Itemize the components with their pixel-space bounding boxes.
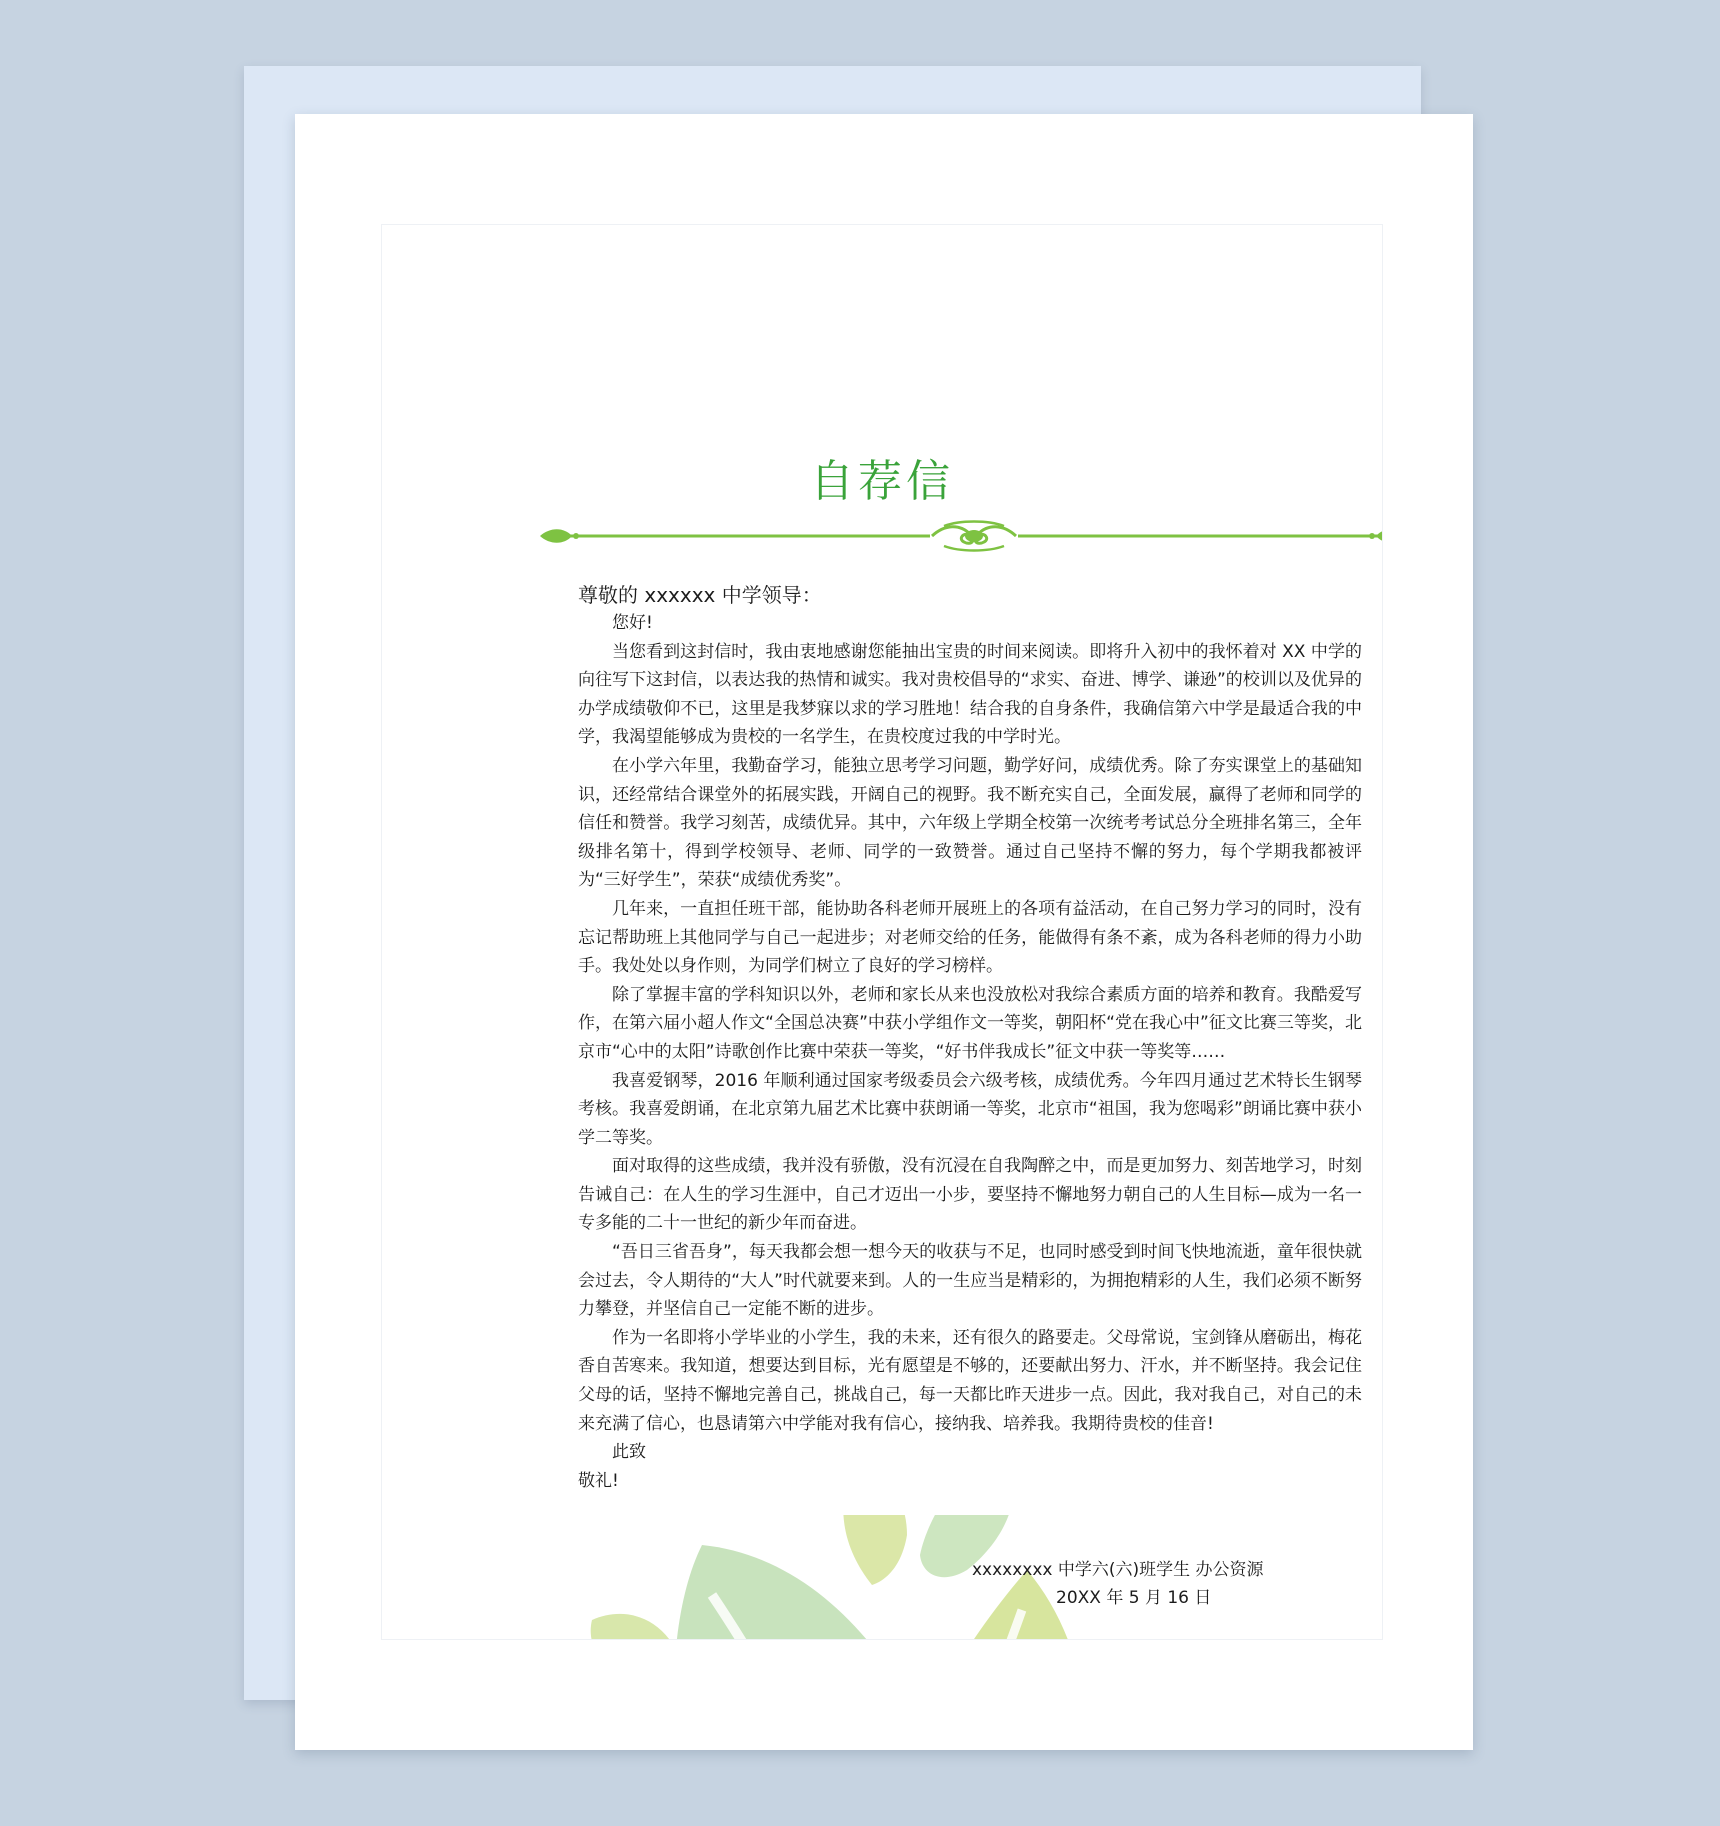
salutation: 尊敬的 xxxxxx 中学领导： bbox=[578, 583, 822, 607]
paragraph: 几年来，一直担任班干部，能协助各科老师开展班上的各项有益活动，在自己努力学习的同时，没有忘记帮助班上其他同学与自己一起进步；对老师交给的任务，能做得有条不紊，成为各科老师的得力小助手。我处处以身作则，为同学们树立了良好的学习榜样。 bbox=[578, 898, 1362, 977]
closing-regards: 敬礼! bbox=[578, 1470, 619, 1491]
paragraph: 当您看到这封信时，我由衷地感谢您能抽出宝贵的时间来阅读。即将升入初中的我怀着对 XX 中学的向往写下这封信，以表达我的热情和诚实。我对贵校倡导的“求实、奋进、博学、谦逊”的校训以及优异的办学成绩敬仰不已，这里是我梦寐以求的学习胜地！结合我的自身条件，我确信第六中学是最适合我的中学，我渴望能够成为贵校的一名学生，在贵校度过我的中学时光。 bbox=[578, 641, 1362, 748]
signature-block bbox=[972, 1556, 1302, 1612]
signature-date: 20XX 年 5 月 16 日 bbox=[1056, 1588, 1212, 1608]
paragraph: 面对取得的这些成绩，我并没有骄傲，没有沉浸在自我陶醉之中，而是更加努力、刻苦地学习，时刻告诫自己：在人生的学习生涯中，自己才迈出一小步，要坚持不懈地努力朝自己的人生目标—成为一名一专多能的二十一世纪的新少年而奋进。 bbox=[578, 1156, 1362, 1234]
document-page bbox=[295, 114, 1473, 1750]
paragraph: “吾日三省吾身”，每天我都会想一想今天的收获与不足，也同时感受到时间飞快地流逝，童年很快就会过去，令人期待的“大人”时代就要来到。人的一生应当是精彩的，为拥抱精彩的人生，我们必须不断努力攀登，并坚信自己一定能不断的进步。 bbox=[578, 1242, 1362, 1320]
page-content-frame bbox=[381, 224, 1383, 1640]
paragraph: 除了掌握丰富的学科知识以外，老师和家长从来也没放松对我综合素质方面的培养和教育。我酷爱写作，在第六届小超人作文“全国总决赛”中获小学组作文一等奖，朝阳杯“党在我心中”征文比赛三等奖，北京市“心中的太阳”诗歌创作比赛中荣获一等奖，“好书伴我成长”征文中获一等奖等…… bbox=[578, 984, 1362, 1062]
greeting: 您好! bbox=[612, 613, 653, 633]
signature-name: xxxxxxxx 中学六(六)班学生 办公资源 bbox=[972, 1560, 1264, 1580]
document-title: 自荐信 bbox=[810, 456, 954, 507]
ornament-divider-icon bbox=[540, 518, 1383, 554]
closing-line: 此致 bbox=[612, 1442, 646, 1463]
paragraph: 我喜爱钢琴，2016 年顺利通过国家考级委员会六级考核，成绩优秀。今年四月通过艺术特长生钢琴考核。我喜爱朗诵，在北京第九届艺术比赛中获朗诵一等奖，北京市“祖国，我为您喝彩”朗诵比赛中获小学二等奖。 bbox=[578, 1070, 1362, 1148]
letter-body bbox=[578, 580, 1362, 1495]
paragraph: 作为一名即将小学毕业的小学生，我的未来，还有很久的路要走。父母常说，宝剑锋从磨砺出，梅花香自苦寒来。我知道，想要达到目标，光有愿望是不够的，还要献出努力、汗水，并不断坚持。我会记住父母的话，坚持不懈地完善自己，挑战自己，每一天都比昨天进步一点。因此，我对我自己，对自己的未来充满了信心，也恳请第六中学能对我有信心，接纳我、培养我。我期待贵校的佳音! bbox=[578, 1327, 1362, 1434]
paragraph: 在小学六年里，我勤奋学习，能独立思考学习问题，勤学好问，成绩优秀。除了夯实课堂上的基础知识，还经常结合课堂外的拓展实践，开阔自己的视野。我不断充实自己，全面发展，赢得了老师和同学的信任和赞誉。我学习刻苦，成绩优异。其中，六年级上学期全校第一次统考考试总分全班排名第三，全年级排名第十，得到学校领导、老师、同学的一致赞誉。通过自己坚持不懈的努力，每个学期我都被评为“三好学生”，荣获“成绩优秀奖”。 bbox=[578, 755, 1362, 891]
